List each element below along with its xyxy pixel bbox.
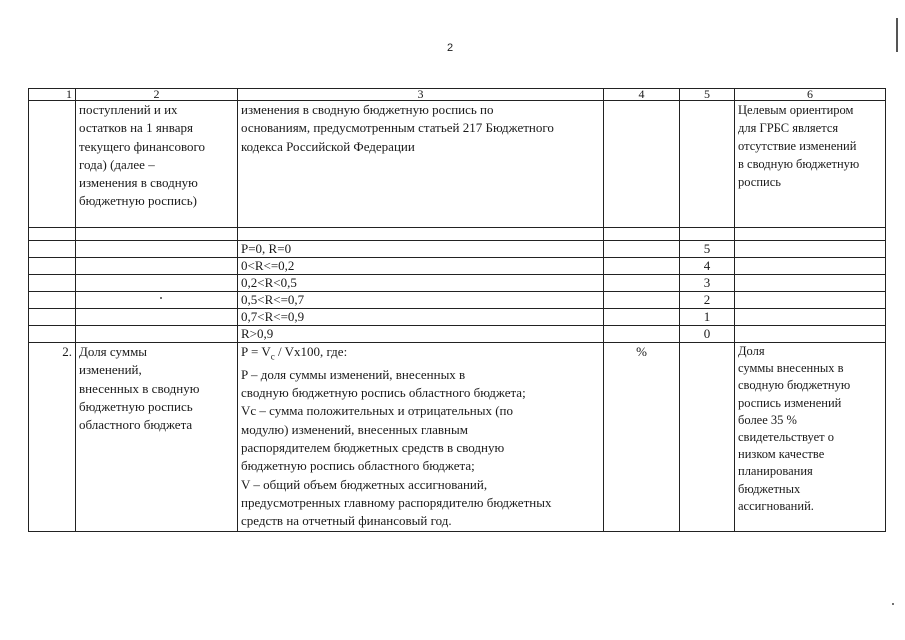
score-condition: R>0,9 — [238, 326, 604, 343]
indicator-number: 2. — [29, 343, 76, 532]
empty-cell — [29, 241, 76, 258]
indicator-target-cell — [735, 343, 886, 532]
text-line: изменения в сводную бюджетную роспись по — [241, 102, 494, 117]
empty-cell — [735, 275, 886, 292]
continuation-number-cell — [29, 101, 76, 228]
formula-subscript: c — [270, 351, 275, 362]
header-col-6: 6 — [735, 89, 886, 101]
score-value: 5 — [680, 241, 735, 258]
indicator-name-cell — [76, 343, 238, 532]
text-line: текущего финансового — [79, 138, 206, 154]
empty-cell — [735, 326, 886, 343]
text-line: распорядителем бюджетных средств в сводную — [241, 440, 505, 456]
header-col-5: 5 — [680, 89, 735, 101]
score-value: 4 — [680, 258, 735, 275]
scan-edge-mark — [896, 18, 898, 52]
score-row — [29, 241, 886, 258]
empty-cell — [29, 326, 76, 343]
continuation-unit-cell — [604, 101, 680, 228]
empty-cell — [735, 228, 886, 241]
text-line: кодекса Российской Федерации — [241, 138, 415, 154]
empty-cell — [76, 241, 238, 258]
formula-lhs: P = V — [241, 344, 271, 359]
text-line: роспись изменений — [738, 395, 842, 410]
text-line: в сводную бюджетную — [738, 157, 860, 171]
empty-cell — [735, 258, 886, 275]
score-row — [29, 326, 886, 343]
empty-cell — [29, 292, 76, 309]
empty-cell — [604, 309, 680, 326]
indicator-2-row — [29, 343, 886, 532]
score-condition: 0,7<R<=0,9 — [238, 309, 604, 326]
score-row — [29, 292, 886, 309]
empty-cell — [76, 258, 238, 275]
indicator-unit: % — [604, 343, 680, 532]
text-line: бюджетную роспись — [79, 398, 193, 414]
text-line: предусмотренных главному распорядителю бюджетных — [241, 494, 552, 510]
score-value: 2 — [680, 292, 735, 309]
text-line: бюджетную роспись областного бюджета; — [241, 458, 475, 474]
empty-cell — [604, 326, 680, 343]
text-line: более 35 % — [738, 412, 797, 427]
empty-cell — [76, 292, 238, 309]
text-line: для ГРБС является — [738, 121, 839, 135]
scan-dot — [892, 603, 894, 605]
empty-cell — [76, 309, 238, 326]
score-value: 1 — [680, 309, 735, 326]
empty-cell — [76, 228, 238, 241]
continuation-formula-cell — [238, 101, 604, 228]
header-col-2: 2 — [76, 89, 238, 101]
continuation-row — [29, 101, 886, 228]
empty-cell — [735, 292, 886, 309]
empty-cell — [604, 258, 680, 275]
text-line: роспись — [738, 175, 781, 189]
spacer-row — [29, 228, 886, 241]
text-line: Целевым ориентиром — [738, 103, 854, 117]
score-row — [29, 309, 886, 326]
text-line: областного бюджета — [79, 417, 193, 433]
score-value: 0 — [680, 326, 735, 343]
page-number: 2 — [447, 42, 454, 54]
score-condition: 0,5<R<=0,7 — [238, 292, 604, 309]
formula-rhs: / Vx100, где: — [274, 344, 348, 359]
text-line: Доля суммы — [79, 344, 148, 359]
text-line: Vc – сумма положительных и отрицательных (по — [241, 403, 513, 419]
header-col-1: 1 — [29, 89, 76, 101]
indicator-score-cell — [680, 343, 735, 532]
text-line: суммы внесенных в — [738, 361, 844, 376]
empty-cell — [76, 275, 238, 292]
text-line: остатков на 1 января — [79, 120, 193, 136]
text-line: средств на отчетный финансовый год. — [241, 513, 452, 529]
continuation-name-cell — [76, 101, 238, 228]
score-condition: P=0, R=0 — [238, 241, 604, 258]
empty-cell — [604, 228, 680, 241]
empty-cell — [238, 228, 604, 241]
text-line: свидетельствует о — [738, 430, 834, 445]
indicator-formula-cell — [238, 343, 604, 532]
text-line: ассигнований. — [738, 498, 814, 513]
empty-cell — [29, 309, 76, 326]
empty-cell — [604, 275, 680, 292]
text-line: V – общий объем бюджетных ассигнований, — [241, 476, 488, 492]
continuation-target-cell — [735, 101, 886, 228]
empty-cell — [604, 292, 680, 309]
text-line: P – доля суммы изменений, внесенных в — [241, 366, 466, 382]
text-line: модулю) изменений, внесенных главным — [241, 421, 468, 437]
text-line: основаниям, предусмотренным статьей 217 Бюджетного — [241, 120, 554, 136]
text-line: отсутствие изменений — [738, 139, 857, 153]
text-line: поступлений и их — [79, 102, 178, 117]
header-col-4: 4 — [604, 89, 680, 101]
text-line: сводную бюджетную роспись областного бюджета; — [241, 385, 526, 401]
text-line: бюджетную роспись) — [79, 193, 197, 209]
formula-line — [241, 343, 600, 366]
score-row — [29, 258, 886, 275]
text-line: сводную бюджетную — [738, 378, 851, 393]
empty-cell — [735, 241, 886, 258]
score-row — [29, 275, 886, 292]
score-condition: 0,2<R<0,5 — [238, 275, 604, 292]
empty-cell — [76, 326, 238, 343]
empty-cell — [29, 228, 76, 241]
text-line: изменения в сводную — [79, 175, 198, 191]
header-col-3: 3 — [238, 89, 604, 101]
empty-cell — [680, 228, 735, 241]
text-line: года) (далее – — [79, 156, 155, 172]
text-line: планирования — [738, 464, 813, 479]
text-line: бюджетных — [738, 481, 801, 496]
text-line: низком качестве — [738, 447, 825, 462]
text-line: Доля — [738, 344, 765, 358]
table-header-row — [29, 89, 886, 101]
score-value: 3 — [680, 275, 735, 292]
score-condition: 0<R<=0,2 — [238, 258, 604, 275]
text-line: внесенных в сводную — [79, 380, 200, 396]
continuation-score-cell — [680, 101, 735, 228]
indicators-table — [28, 88, 886, 532]
text-line: изменений, — [79, 362, 142, 378]
empty-cell — [29, 258, 76, 275]
empty-cell — [604, 241, 680, 258]
empty-cell — [29, 275, 76, 292]
empty-cell — [735, 309, 886, 326]
